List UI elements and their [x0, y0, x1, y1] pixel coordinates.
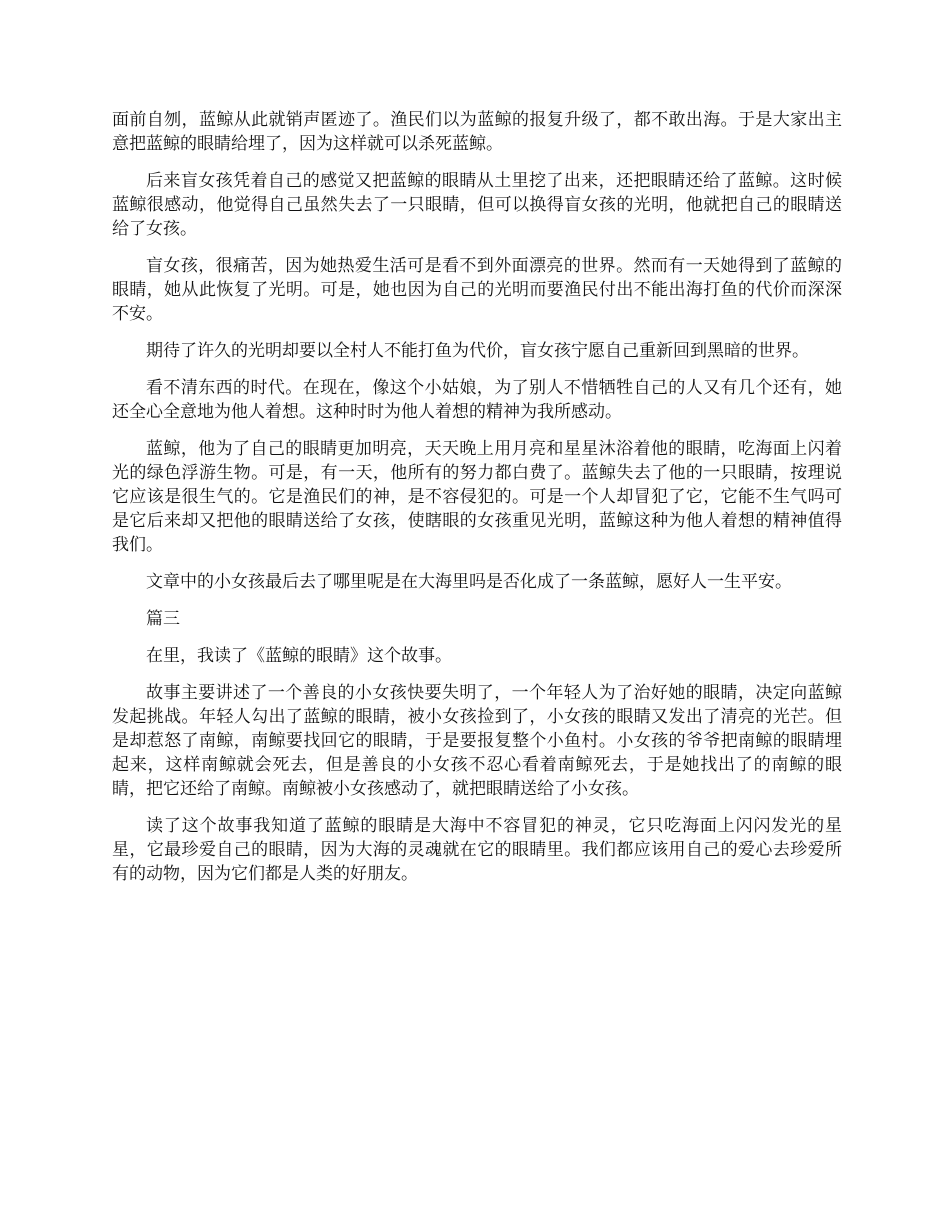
paragraph-10: 故事主要讲述了一个善良的小女孩快要失明了，一个年轻人为了治好她的眼睛，决定向蓝鲸发起挑战。年轻人勾出了蓝鲸的眼睛，被小女孩捡到了，小女孩的眼睛又发出了清亮的光芒。但是却惹怒了南鲸，南鲸要找回它的眼睛，于是要报复整个小鱼村。小女孩的爷爷把南鲸的眼睛埋起来，这样南鲸就会死去，但是善良的小女孩不忍心看着南鲸死去，于是她找出了的南鲸的眼睛，把它还给了南鲸。南鲸被小女孩感动了，就把眼睛送给了小女孩。 [112, 683, 842, 799]
document-page [112, 108, 842, 899]
section-heading: 篇三 [146, 609, 180, 629]
paragraph-9: 在里，我读了《蓝鲸的眼睛》这个故事。 [146, 646, 452, 666]
paragraph-2: 后来盲女孩凭着自己的感觉又把蓝鲸的眼睛从土里挖了出来，还把眼睛还给了蓝鲸。这时候蓝鲸很感动，他觉得自己虽然失去了一只眼睛，但可以换得盲女孩的光明，他就把自己的眼睛送给了女孩。 [112, 171, 842, 239]
paragraph-6: 蓝鲸，他为了自己的眼睛更加明亮，天天晚上用月亮和星星沐浴着他的眼睛，吃海面上闪着光的绿色浮游生物。可是，有一天，他所有的努力都白费了。蓝鲸失去了他的一只眼睛，按理说它应该是很生气的。它是渔民们的神，是不容侵犯的。可是一个人却冒犯了它，它能不生气吗可是它后来却又把他的眼睛送给了女孩，使瞎眼的女孩重见光明，蓝鲸这种为他人着想的精神值得我们。 [112, 439, 842, 555]
paragraph-4: 期待了许久的光明却要以全村人不能打鱼为代价，盲女孩宁愿自己重新回到黑暗的世界。 [146, 341, 809, 361]
paragraph-7: 文章中的小女孩最后去了哪里呢是在大海里吗是否化成了一条蓝鲸，愿好人一生平安。 [146, 572, 792, 592]
paragraph-11: 读了这个故事我知道了蓝鲸的眼睛是大海中不容冒犯的神灵，它只吃海面上闪闪发光的星星，它最珍爱自己的眼睛，因为大海的灵魂就在它的眼睛里。我们都应该用自己的爱心去珍爱所有的动物，因为它们都是人类的好朋友。 [112, 816, 842, 884]
paragraph-5: 看不清东西的时代。在现在，像这个小姑娘，为了别人不惜牺牲自己的人又有几个还有，她还全心全意地为他人着想。这种时时为他人着想的精神为我所感动。 [112, 378, 842, 422]
paragraph-1: 面前自刎，蓝鲸从此就销声匿迹了。渔民们以为蓝鲸的报复升级了，都不敢出海。于是大家出主意把蓝鲸的眼睛给埋了，因为这样就可以杀死蓝鲸。 [112, 110, 842, 154]
paragraph-3: 盲女孩，很痛苦，因为她热爱生活可是看不到外面漂亮的世界。然而有一天她得到了蓝鲸的眼睛，她从此恢复了光明。可是，她也因为自己的光明而要渔民付出不能出海打鱼的代价而深深不安。 [112, 256, 842, 324]
